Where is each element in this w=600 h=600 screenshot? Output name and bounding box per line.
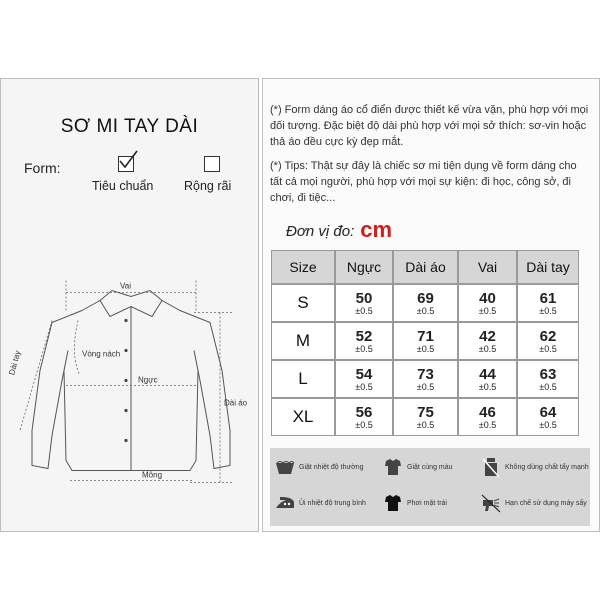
table-row xyxy=(271,322,579,360)
value-cell: 63 ±0.5 xyxy=(517,360,579,398)
value-cell: 75 ±0.5 xyxy=(393,398,458,436)
shirt-diagram xyxy=(0,233,259,533)
checkmark-icon xyxy=(117,149,139,171)
value-cell: 73 ±0.5 xyxy=(393,360,458,398)
checkbox-standard xyxy=(118,156,134,172)
size-cell: L xyxy=(271,360,335,398)
care-item: Ủi nhiệt độ trung bình xyxy=(274,492,366,514)
no-bleach-icon xyxy=(480,456,502,478)
note-tips: (*) Tips: Thật sự đây là chiếc sơ mi tiện dụng về form dáng cho tất cả mọi người, phù hợp với mọi sự kiện: đi học, công sở, đi chơi, đi tiệc... xyxy=(270,160,577,204)
value-cell: 61 ±0.5 xyxy=(517,284,579,322)
value-cell: 54 ±0.5 xyxy=(335,360,393,398)
table-row xyxy=(271,398,579,436)
unit-label: Đơn vị đo: xyxy=(286,223,355,240)
colorfast-icon xyxy=(382,456,404,478)
care-item: Phơi mặt trái xyxy=(382,492,447,514)
care-instructions xyxy=(270,448,590,526)
checkbox-loose xyxy=(204,156,220,172)
dim-label-length: Dài áo xyxy=(224,398,248,408)
value-cell: 62 ±0.5 xyxy=(517,322,579,360)
value-cell: 42 ±0.5 xyxy=(458,322,517,360)
size-cell: S xyxy=(271,284,335,322)
dim-label-chest: Ngực xyxy=(138,375,158,385)
value-cell: 64 ±0.5 xyxy=(517,398,579,436)
value-cell: 40 ±0.5 xyxy=(458,284,517,322)
product-title: SƠ MI TAY DÀI xyxy=(60,116,199,137)
size-cell: M xyxy=(271,322,335,360)
care-item: Giặt cùng màu xyxy=(382,456,453,478)
table-row xyxy=(271,360,579,398)
option-standard-label: Tiêu chuẩn xyxy=(92,179,154,193)
form-label: Form: xyxy=(24,160,61,176)
care-item: Hạn chế sử dụng máy sấy xyxy=(480,492,587,514)
unit-value: cm xyxy=(360,217,393,242)
header-sleeve: Dài tay xyxy=(517,250,579,284)
unit-line xyxy=(286,216,392,242)
note-form: (*) Form dáng áo cổ điển được thiết kế vừa vặn, phù hợp với mọi đối tượng. Đặc biệt độ dài phù hợp với mọi sở thích: sơ-vin hoặc thả áo đều cực kỳ đẹp mắt. xyxy=(270,104,589,148)
no-tumble-dry-icon xyxy=(480,492,502,514)
dry-inside-out-icon xyxy=(382,492,404,514)
size-table xyxy=(271,250,579,436)
table-row xyxy=(271,284,579,322)
dim-label-sleeve: Dài tay xyxy=(7,349,23,377)
dim-label-armhole: Vòng nách xyxy=(82,349,121,359)
value-cell: 44 ±0.5 xyxy=(458,360,517,398)
care-item: Không dùng chất tẩy mạnh xyxy=(480,456,589,478)
value-cell: 71 ±0.5 xyxy=(393,322,458,360)
value-cell: 50 ±0.5 xyxy=(335,284,393,322)
wash-icon xyxy=(274,456,296,478)
header-shoulder: Vai xyxy=(458,250,517,284)
option-loose-label: Rộng rãi xyxy=(184,179,232,193)
header-size: Size xyxy=(271,250,335,284)
iron-icon xyxy=(274,492,296,514)
header-length: Dài áo xyxy=(393,250,458,284)
value-cell: 56 ±0.5 xyxy=(335,398,393,436)
value-cell: 69 ±0.5 xyxy=(393,284,458,322)
header-chest: Ngực xyxy=(335,250,393,284)
care-item: Giặt nhiệt độ thường xyxy=(274,456,364,478)
size-table-header xyxy=(271,250,579,284)
value-cell: 46 ±0.5 xyxy=(458,398,517,436)
value-cell: 52 ±0.5 xyxy=(335,322,393,360)
dim-label-hip: Mông xyxy=(142,470,163,480)
size-cell: XL xyxy=(271,398,335,436)
dim-label-shoulder: Vai xyxy=(120,281,131,291)
